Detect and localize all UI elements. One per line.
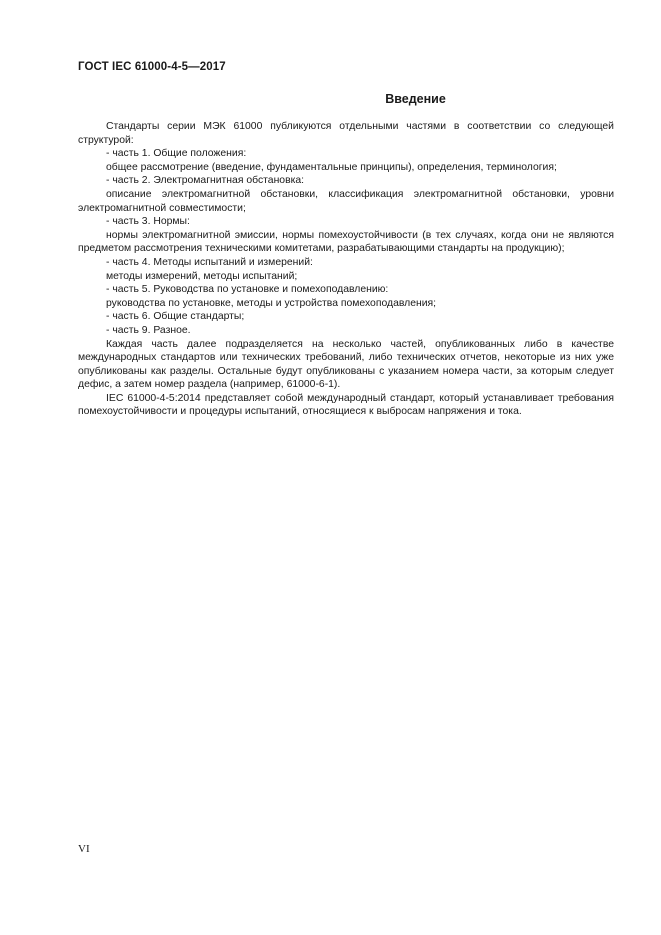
list-item-part-5: - часть 5. Руководства по установке и помехоподавлению: <box>106 284 389 296</box>
paragraph-standard-scope: IEC 61000-4-5:2014 представляет собой международный стандарт, который устанавливает требования помехоустойчивости и процедуры испытаний, относящиеся к выбросам напряжения и тока. <box>78 392 614 418</box>
paragraph-part-1-desc: общее рассмотрение (введение, фундаментальные принципы), определения, терминология; <box>106 161 557 173</box>
list-item-part-4: - часть 4. Методы испытаний и измерений: <box>106 256 313 268</box>
list-item-part-2: - часть 2. Электромагнитная обстановка: <box>106 175 305 187</box>
list-item-part-6: - часть 6. Общие стандарты; <box>106 311 245 323</box>
page-number: VI <box>78 843 90 855</box>
list-item-part-1: - часть 1. Общие положения: <box>106 148 247 160</box>
section-title: Введение <box>385 92 446 106</box>
paragraph-part-3-desc: нормы электромагнитной эмиссии, нормы помехоустойчивости (в тех случаях, когда они не являются предметом рассмотрения техническими комитетами, разрабатывающими стандарты на продукцию); <box>78 229 614 255</box>
section-title-wrapper <box>78 92 615 106</box>
paragraph-intro: Стандарты серии МЭК 61000 публикуются отдельными частями в соответствии со следующей структурой: <box>78 121 614 146</box>
list-item-part-9: - часть 9. Разное. <box>106 324 191 336</box>
paragraph-part-5-desc: руководства по установке, методы и устройства помехоподавления; <box>106 297 437 309</box>
paragraph-subdivision: Каждая часть далее подразделяется на несколько частей, опубликованных либо в качестве международных стандартов или технических требований, либо технических отчетов, некоторые из них уже опубликованы как разделы. Остальные будут опубликованы с указанием номера части, за которым следует дефис, а затем номер раздела (например, 61000-6-1). <box>78 338 614 391</box>
paragraph-part-4-desc: методы измерений, методы испытаний; <box>106 270 298 282</box>
document-body <box>78 120 614 419</box>
paragraph-part-2-desc: описание электромагнитной обстановки, классификация электромагнитной обстановки, уровни электромагнитной совместимости; <box>78 188 614 214</box>
list-item-part-3: - часть 3. Нормы: <box>106 216 190 228</box>
document-header: ГОСТ IEC 61000-4-5—2017 <box>78 61 226 73</box>
